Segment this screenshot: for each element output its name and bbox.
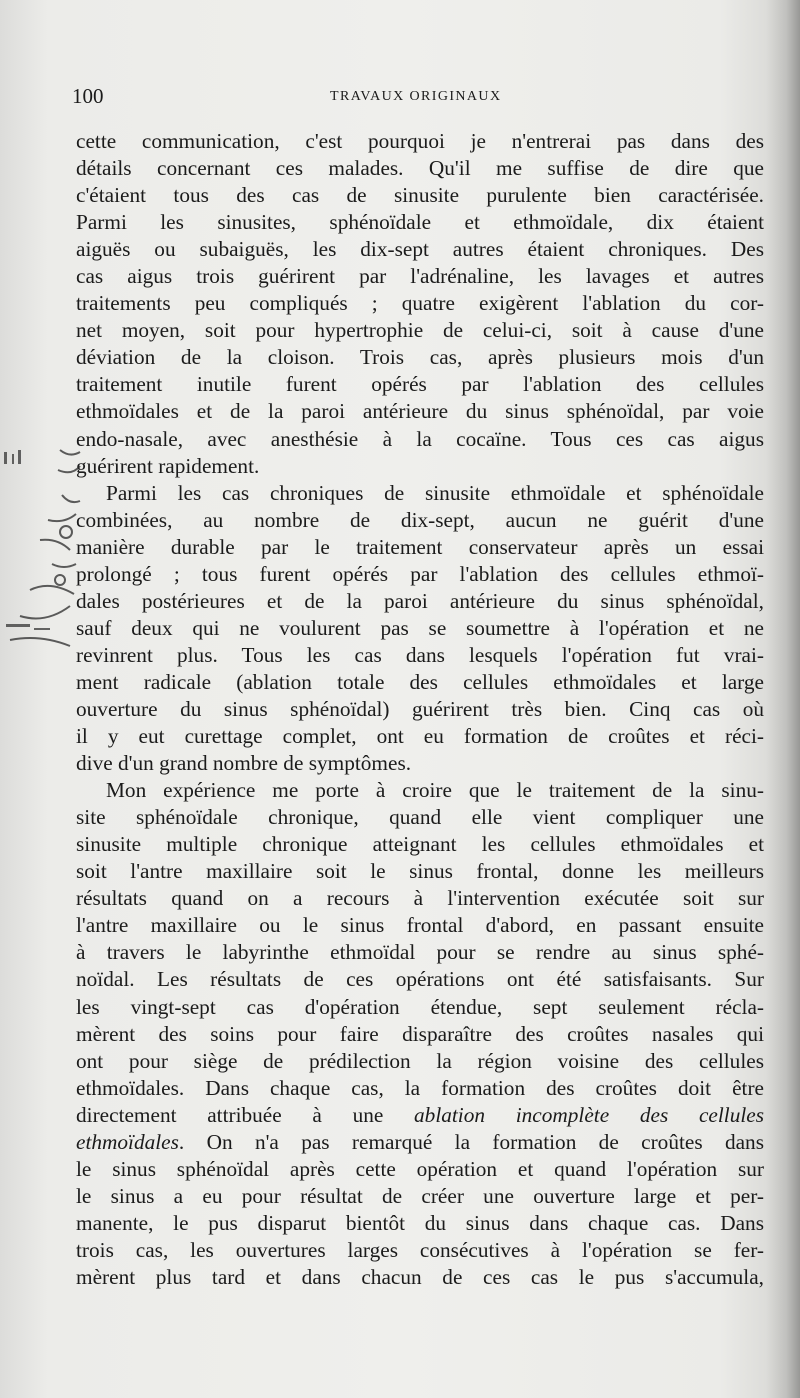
text-span: c'étaient tous des cas de sinusite purulente bien caractérisée. [76,183,764,208]
text-span: guérirent rapidement. [76,453,260,478]
text-line [76,236,764,263]
text-span: ouverture du sinus sphénoïdal) guérirent très bien. Cinq cas où [76,696,764,721]
page-number: 100 [72,84,104,108]
text-line [76,1183,764,1210]
text-line [76,182,764,209]
text-span: site sphénoïdale chronique, quand elle vient compliquer une [76,805,764,830]
text-line [76,885,764,912]
text-span: les vingt-sept cas d'opération étendue, sept seulement récla- [76,994,764,1019]
text-line [76,588,764,615]
text-span: combinées, au nombre de dix-sept, aucun ne guérit d'une [76,507,764,532]
text-line [76,831,764,858]
text-span: cas aigus trois guérirent par l'adrénaline, les lavages et autres [76,264,764,289]
text-span: mèrent des soins pour faire disparaître des croûtes nasales qui [76,1021,764,1046]
text-line [76,209,764,236]
text-span: noïdal. Les résultats de ces opérations ont été satisfaisants. Sur [76,967,764,992]
text-span: détails concernant ces malades. Qu'il me suffise de dire que [76,156,764,181]
text-span: ment radicale (ablation totale des cellules ethmoïdales et large [76,669,764,694]
text-span: revinrent plus. Tous les cas dans lesquels l'opération fut vrai- [76,642,764,667]
text-span: Mon expérience me porte à croire que le traitement de la sinu- [106,778,764,803]
text-span: déviation de la cloison. Trois cas, après plusieurs mois d'un [76,345,764,370]
text-span: dive d'un grand nombre de symptômes. [76,751,412,776]
text-line [76,507,764,534]
text-span: endo-nasale, avec anesthésie à la cocaïne. Tous ces cas aigus [76,426,764,451]
body-text [76,128,764,1291]
text-span: net moyen, soit pour hypertrophie de celui-ci, soit à cause d'une [76,318,764,343]
page-header [72,84,762,116]
text-line [76,615,764,642]
text-span: sinusite multiple chronique atteignant les cellules ethmoïdales et [76,832,764,857]
text-span: l'antre maxillaire ou le sinus frontal d'abord, en passant ensuite [76,913,764,938]
text-span: . On n'a pas remarqué la formation de croûtes dans [178,1129,764,1154]
text-span: aiguës ou subaiguës, les dix-sept autres étaient chroniques. Des [76,237,764,262]
text-line [76,696,764,723]
text-span: traitement inutile furent opérés par l'ablation des cellules [76,372,764,397]
text-line [76,453,764,480]
text-line [76,1048,764,1075]
text-span: ethmoïdales. Dans chaque cas, la formation des croûtes doit être [76,1075,764,1100]
text-span: manente, le pus disparut bientôt du sinus dans chaque cas. Dans [76,1210,764,1235]
text-line [76,290,764,317]
text-line [76,128,764,155]
text-line [76,750,764,777]
text-span: manière durable par le traitement conservateur après un essai [76,534,764,559]
text-span: ont pour siège de prédilection la région voisine des cellules [76,1048,764,1073]
text-line [76,939,764,966]
text-line [76,398,764,425]
text-line [76,561,764,588]
text-line [76,1075,764,1102]
text-line [76,777,764,804]
text-line [76,1210,764,1237]
text-line [76,426,764,453]
italic-text: ablation incomplète des cellules [414,1102,764,1127]
text-span: sauf deux qui ne voulurent pas se soumettre à l'opération et ne [76,615,764,640]
library-stamp-mark [0,440,82,660]
text-line [76,966,764,993]
text-line [76,480,764,507]
text-span: résultats quand on a recours à l'intervention exécutée soit sur [76,886,764,911]
text-span: il y eut curettage complet, ont eu formation de croûtes et réci- [76,724,764,749]
text-line [76,263,764,290]
text-line [76,1129,764,1156]
text-line [76,1021,764,1048]
text-span: ethmoïdales et de la paroi antérieure du sinus sphénoïdal, par voie [76,399,764,424]
binding-shadow [766,0,800,1398]
text-span: à travers le labyrinthe ethmoïdal pour se rendre au sinus sphé- [76,940,764,965]
text-line [76,1264,764,1291]
text-line [76,1156,764,1183]
text-span: le sinus a eu pour résultat de créer une ouverture large et per- [76,1183,764,1208]
text-line [76,642,764,669]
text-line [76,534,764,561]
text-span: trois cas, les ouvertures larges consécutives à l'opération se fer- [76,1237,764,1262]
text-line [76,317,764,344]
running-head: TRAVAUX ORIGINAUX [330,89,502,104]
text-span: Parmi les cas chroniques de sinusite ethmoïdale et sphénoïdale [106,480,764,505]
text-line [76,858,764,885]
text-line [76,994,764,1021]
text-span: Parmi les sinusites, sphénoïdale et ethmoïdale, dix étaient [76,210,764,235]
text-span: cette communication, c'est pourquoi je n'entrerai pas dans des [76,129,764,153]
text-span: le sinus sphénoïdal après cette opération et quand l'opération sur [76,1156,764,1181]
text-span: directement attribuée à une [76,1102,415,1127]
text-line [76,1237,764,1264]
text-span: traitements peu compliqués ; quatre exigèrent l'ablation du cor- [76,291,764,316]
text-span: soit l'antre maxillaire soit le sinus frontal, donne les meilleurs [76,859,764,884]
text-line [76,344,764,371]
text-span: prolongé ; tous furent opérés par l'ablation des cellules ethmoï- [76,561,764,586]
text-span: dales postérieures et de la paroi antérieure du sinus sphénoïdal, [76,588,764,613]
text-line [76,912,764,939]
text-line [76,1102,764,1129]
text-line [76,155,764,182]
text-line [76,804,764,831]
text-line [76,723,764,750]
text-line [76,371,764,398]
text-span: mèrent plus tard et dans chacun de ces cas le pus s'accumula, [76,1264,764,1289]
italic-text: ethmoïdales [76,1129,179,1154]
text-line [76,669,764,696]
